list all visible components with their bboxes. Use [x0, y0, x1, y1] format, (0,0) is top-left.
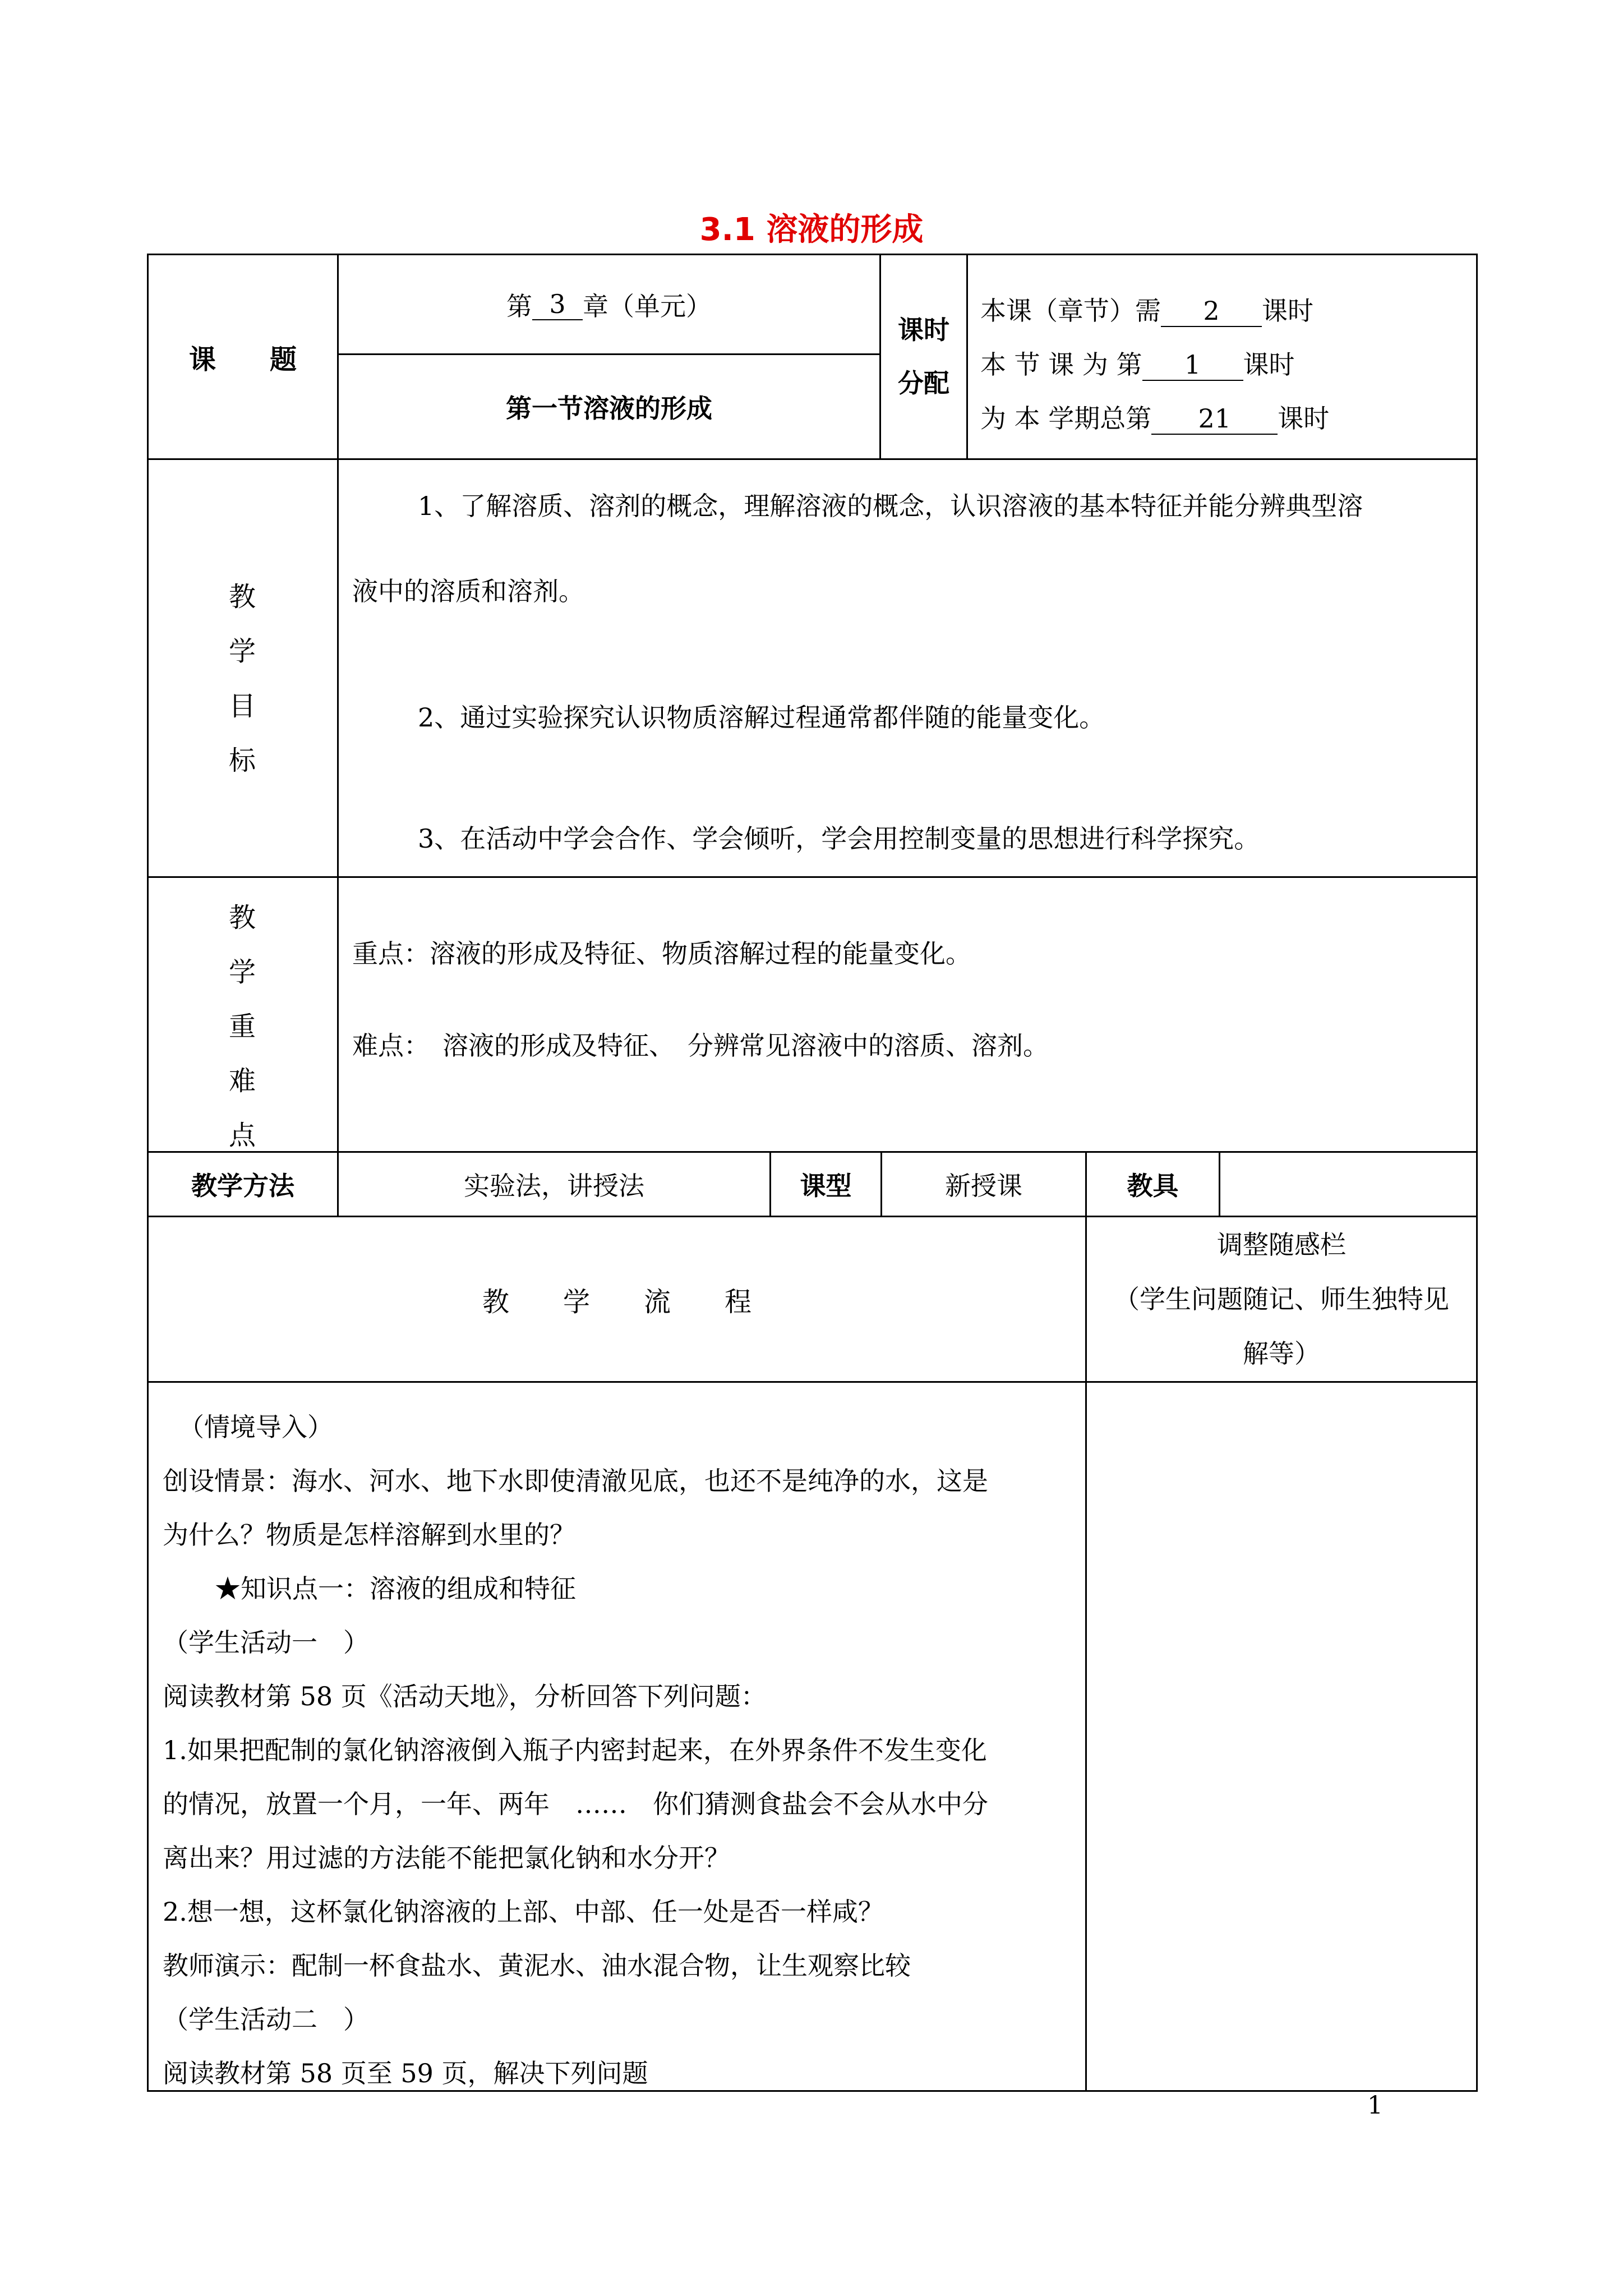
flow-line: 离出来？用过滤的方法能不能把氯化钠和水分开？ [163, 1843, 730, 1873]
table-divider [147, 1381, 1478, 1383]
tools-label: 教具 [1127, 1171, 1179, 1201]
table-divider [147, 458, 1478, 460]
objectives-label-char: 目 [228, 691, 256, 722]
flow-line: 阅读教材第 58 页《活动天地》，分析回答下列问题： [163, 1681, 767, 1711]
time-alloc-label-2: 分配 [898, 368, 949, 398]
focus-text: 重点：溶液的形成及特征、物质溶解过程的能量变化。 [352, 938, 971, 969]
objectives-label-char: 教 [228, 581, 256, 613]
type-label: 课型 [800, 1171, 852, 1201]
hours-line-1 [980, 291, 1313, 328]
key-points-label-char: 教 [228, 902, 256, 933]
hours-line-2-suffix: 课时 [1243, 349, 1295, 380]
hours-line-3-prefix: 为 本 学期总第 [980, 403, 1152, 434]
hours-line-2 [980, 344, 1295, 381]
table-border-bottom [147, 2090, 1478, 2092]
hours-line-3-value: 21 [1151, 403, 1278, 435]
objectives-label-char: 学 [228, 636, 256, 667]
flow-label: 教 学 流 程 [482, 1286, 751, 1318]
table-border-right [1476, 254, 1478, 2092]
time-alloc-label-1: 课时 [898, 315, 949, 345]
objective-1-line-1: 1、了解溶质、溶剂的概念，理解溶液的概念，认识溶液的基本特征并能分辨典型溶 [418, 491, 1363, 521]
type-value: 新授课 [945, 1171, 1022, 1201]
flow-line: 阅读教材第 58 页至 59 页，解决下列问题 [163, 2058, 648, 2088]
difficulty-text: 难点： 溶液的形成及特征、 分辨常见溶液中的溶质、溶剂。 [352, 1030, 1049, 1061]
flow-line: ★知识点一：溶液的组成和特征 [215, 1573, 576, 1604]
key-points-label-char: 学 [228, 956, 256, 988]
flow-line: 创设情景：海水、河水、地下水即使清澈见底，也还不是纯净的水，这是 [163, 1466, 988, 1496]
notes-header-line-1: 调整随感栏 [1217, 1229, 1346, 1260]
key-points-label-char: 重 [228, 1011, 256, 1042]
table-divider [147, 876, 1478, 878]
flow-line: 为什么？物质是怎样溶解到水里的？ [163, 1520, 575, 1550]
section-title: 第一节溶液的形成 [506, 393, 712, 424]
flow-line: 教师演示：配制一杯食盐水、黄泥水、油水混合物，让生观察比较 [163, 1950, 911, 1981]
chapter-cell [339, 255, 879, 353]
chapter-prefix: 第 [506, 291, 532, 321]
method-value: 实验法，讲授法 [464, 1171, 644, 1201]
chapter-suffix: 章（单元） [583, 291, 712, 321]
flow-line: （情境导入） [178, 1412, 333, 1442]
hours-line-1-value: 2 [1161, 296, 1262, 327]
flow-line: （学生活动一 ） [163, 1627, 369, 1658]
objective-1-line-2: 液中的溶质和溶剂。 [352, 576, 584, 606]
hours-line-3-suffix: 课时 [1278, 403, 1330, 434]
notes-header [1087, 1217, 1476, 1381]
tools-value [1220, 1153, 1476, 1216]
table-divider [966, 254, 968, 460]
page-number: 1 [1367, 2091, 1383, 2120]
objectives-label-char: 标 [228, 745, 256, 776]
time-alloc-label [881, 255, 966, 458]
flow-line: （学生活动二 ） [163, 2004, 369, 2035]
objective-2: 2、通过实验探究认识物质溶解过程通常都伴随的能量变化。 [418, 702, 1105, 733]
hours-line-3 [980, 398, 1329, 435]
key-points-label-char: 点 [228, 1120, 256, 1151]
method-label: 教学方法 [191, 1171, 294, 1201]
page-title: 3.1 溶液的形成 [699, 211, 924, 248]
notes-header-line-3: 解等） [1243, 1338, 1320, 1369]
hours-line-1-suffix: 课时 [1262, 296, 1313, 326]
topic-label: 课 题 [188, 343, 297, 375]
flow-line: 的情况，放置一个月，一年、两年 …… 你们猜测食盐会不会从水中分 [163, 1789, 988, 1819]
chapter-number: 3 [532, 289, 583, 320]
hours-line-1-prefix: 本课（章节）需 [980, 296, 1161, 326]
hours-line-2-value: 1 [1142, 349, 1243, 381]
objective-3: 3、在活动中学会合作、学会倾听，学会用控制变量的思想进行科学探究。 [418, 823, 1260, 854]
flow-line: 1.如果把配制的氯化钠溶液倒入瓶子内密封起来，在外界条件不发生变化 [163, 1735, 987, 1765]
hours-line-2-prefix: 本 节 课 为 第 [980, 349, 1142, 380]
flow-line: 2.想一想，这杯氯化钠溶液的上部、中部、任一处是否一样咸？ [163, 1897, 884, 1927]
notes-header-line-2: （学生问题随记、师生独特见 [1114, 1283, 1449, 1314]
key-points-label-char: 难 [228, 1065, 256, 1097]
